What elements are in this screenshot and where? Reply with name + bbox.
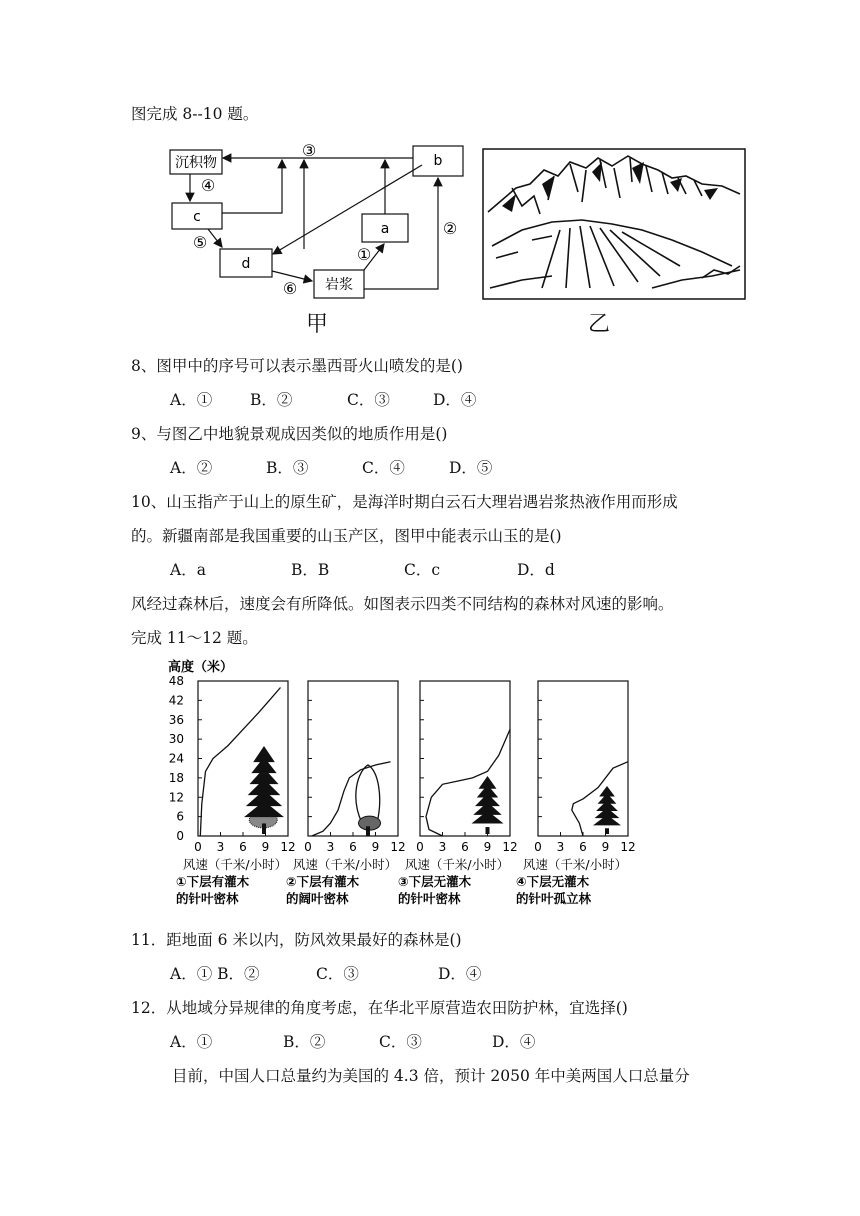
- panel-frame: [308, 681, 398, 836]
- q10-option-d[interactable]: D．d: [517, 561, 555, 579]
- chart-panel-1: [176, 681, 296, 906]
- y-tick-label: 12: [168, 790, 184, 805]
- alluvial-fan-illustration: [482, 148, 746, 300]
- tree-trunk: [486, 827, 490, 834]
- x-axis-label: 风速（千米/小时）: [404, 857, 510, 872]
- x-tick-label: 9: [261, 840, 270, 854]
- tree-icon: [356, 765, 381, 836]
- label-1: ①: [356, 245, 372, 264]
- q10-stem-line1: 10、山玉指产于山上的原生矿，是海洋时期白云石大理岩遇岩浆热液作用而形成: [131, 493, 678, 511]
- chart-panel-2: [286, 681, 406, 906]
- x-tick-label: 6: [239, 840, 247, 854]
- x-tick-label: 12: [280, 840, 296, 854]
- y-tick-labels: [169, 674, 184, 843]
- x-axis-label: 风速（千米/小时）: [292, 857, 398, 872]
- tree-icon: [244, 746, 284, 834]
- broadleaf-tree-crown: [356, 765, 380, 823]
- q11-stem: 11．距地面 6 米以内，防风效果最好的森林是(): [131, 931, 462, 949]
- q8-option-c[interactable]: C．③: [347, 391, 390, 409]
- panel-frame: [538, 681, 628, 836]
- box-c: c: [193, 209, 201, 225]
- tree-icon: [593, 786, 621, 834]
- q8-option-b[interactable]: B．②: [250, 391, 293, 409]
- x-axis-label: 风速（千米/小时）: [522, 857, 628, 872]
- tree-icon: [472, 776, 504, 834]
- q11-option-c[interactable]: C．③: [316, 965, 359, 983]
- x-tick-label: 0: [534, 840, 542, 854]
- y-tick-label: 42: [168, 693, 184, 708]
- tree-trunk: [262, 823, 266, 834]
- chart-panel-3: [398, 681, 518, 906]
- panel-caption-line1: ②下层有灌木: [286, 874, 360, 889]
- q10-option-c[interactable]: C．c: [404, 561, 441, 579]
- x-tick-label: 6: [349, 840, 357, 854]
- x-tick-label: 3: [438, 840, 447, 854]
- q9-stem: 9、与图乙中地貌景观成因类似的地质作用是(): [131, 425, 448, 443]
- panel-caption-line2: 的针叶密林: [176, 891, 239, 906]
- tail-paragraph: 目前，中国人口总量约为美国的 4.3 倍，预计 2050 年中美两国人口总量分: [172, 1067, 690, 1085]
- q12-stem: 12．从地域分异规律的角度考虑，在华北平原营造农田防护林，宜选择(): [131, 999, 628, 1017]
- q9-option-d[interactable]: D．⑤: [449, 459, 493, 477]
- chart-ylabel: 高度（米）: [168, 660, 234, 675]
- x-tick-label: 12: [502, 840, 518, 854]
- panel-caption-line2: 的阔叶密林: [286, 891, 349, 906]
- box-d: d: [241, 256, 251, 272]
- panel-caption-line1: ④下层无灌木: [516, 874, 590, 889]
- x-tick-label: 0: [416, 840, 424, 854]
- x-tick-label: 3: [216, 840, 225, 854]
- y-tick-label: 30: [168, 732, 184, 747]
- rock-cycle-diagram: [160, 136, 480, 336]
- tree-trunk: [605, 828, 609, 834]
- x-tick-label: 6: [579, 840, 587, 854]
- forest-wind-speed-chart: [160, 656, 660, 912]
- chart-panel-4: [516, 681, 636, 906]
- caption-jia: 甲: [306, 312, 329, 337]
- x-tick-label: 12: [390, 840, 406, 854]
- y-tick-label: 0: [176, 829, 184, 843]
- label-4: ④: [200, 176, 216, 195]
- q12-option-b[interactable]: B．②: [283, 1033, 326, 1051]
- box-a: a: [380, 221, 390, 237]
- q9-option-b[interactable]: B．③: [266, 459, 309, 477]
- label-5: ⑤: [192, 233, 208, 252]
- box-sediment: 沉积物: [175, 155, 217, 171]
- panel-caption-line1: ③下层无灌木: [398, 874, 472, 889]
- x-tick-label: 0: [194, 840, 202, 854]
- panel-caption-line2: 的针叶密林: [398, 891, 461, 906]
- box-magma: 岩浆: [325, 277, 353, 293]
- q9-options: [170, 458, 492, 478]
- box-b: b: [433, 153, 443, 169]
- q10-option-a[interactable]: A．a: [170, 561, 206, 579]
- label-6: ⑥: [282, 279, 298, 298]
- q12-option-a[interactable]: A．①: [170, 1033, 213, 1051]
- q10-options: [170, 560, 555, 580]
- q8-option-d[interactable]: D．④: [433, 391, 477, 409]
- x-tick-label: 3: [326, 840, 335, 854]
- x-axis-label: 风速（千米/小时）: [182, 857, 288, 872]
- q11-option-ab[interactable]: A．① B．②: [170, 965, 260, 983]
- y-tick-label: 18: [168, 770, 184, 785]
- x-tick-label: 9: [483, 840, 492, 854]
- q12-options: [170, 1032, 535, 1052]
- panel-caption-line1: ①下层有灌木: [176, 874, 250, 889]
- q12-option-d[interactable]: D．④: [492, 1033, 536, 1051]
- x-tick-label: 9: [601, 840, 610, 854]
- q10-stem-line2: 的。新疆南部是我国重要的山玉产区，图甲中能表示山玉的是(): [131, 527, 562, 545]
- q8-options: [170, 390, 476, 410]
- intro-8-10: 图完成 8--10 题。: [131, 105, 259, 123]
- q10-option-b[interactable]: B．B: [291, 561, 330, 579]
- label-3: ③: [301, 141, 317, 160]
- q12-option-c[interactable]: C．③: [379, 1033, 422, 1051]
- y-tick-label: 6: [176, 809, 184, 824]
- x-tick-label: 3: [556, 840, 565, 854]
- panel-caption-line2: 的针叶孤立林: [516, 891, 592, 906]
- caption-yi: 乙: [588, 312, 611, 337]
- y-tick-label: 36: [168, 712, 184, 727]
- x-tick-label: 9: [371, 840, 380, 854]
- intro-11-12-line2: 完成 11～12 题。: [131, 629, 258, 647]
- q8-stem: 8、图甲中的序号可以表示墨西哥火山喷发的是(): [131, 357, 463, 375]
- q9-option-a[interactable]: A．②: [170, 459, 213, 477]
- q8-option-a[interactable]: A．①: [170, 391, 213, 409]
- y-tick-label: 48: [168, 674, 184, 688]
- x-tick-label: 6: [461, 840, 469, 854]
- x-tick-label: 0: [304, 840, 312, 854]
- y-tick-label: 24: [168, 751, 184, 766]
- chart-panels: [176, 681, 636, 906]
- label-2: ②: [442, 219, 458, 238]
- tree-trunk: [366, 826, 370, 836]
- x-tick-label: 12: [620, 840, 636, 854]
- q11-option-d[interactable]: D．④: [438, 965, 482, 983]
- q9-option-c[interactable]: C．④: [362, 459, 405, 477]
- q11-options: [170, 964, 481, 984]
- intro-11-12-line1: 风经过森林后，速度会有所降低。如图表示四类不同结构的森林对风速的影响。: [131, 595, 674, 613]
